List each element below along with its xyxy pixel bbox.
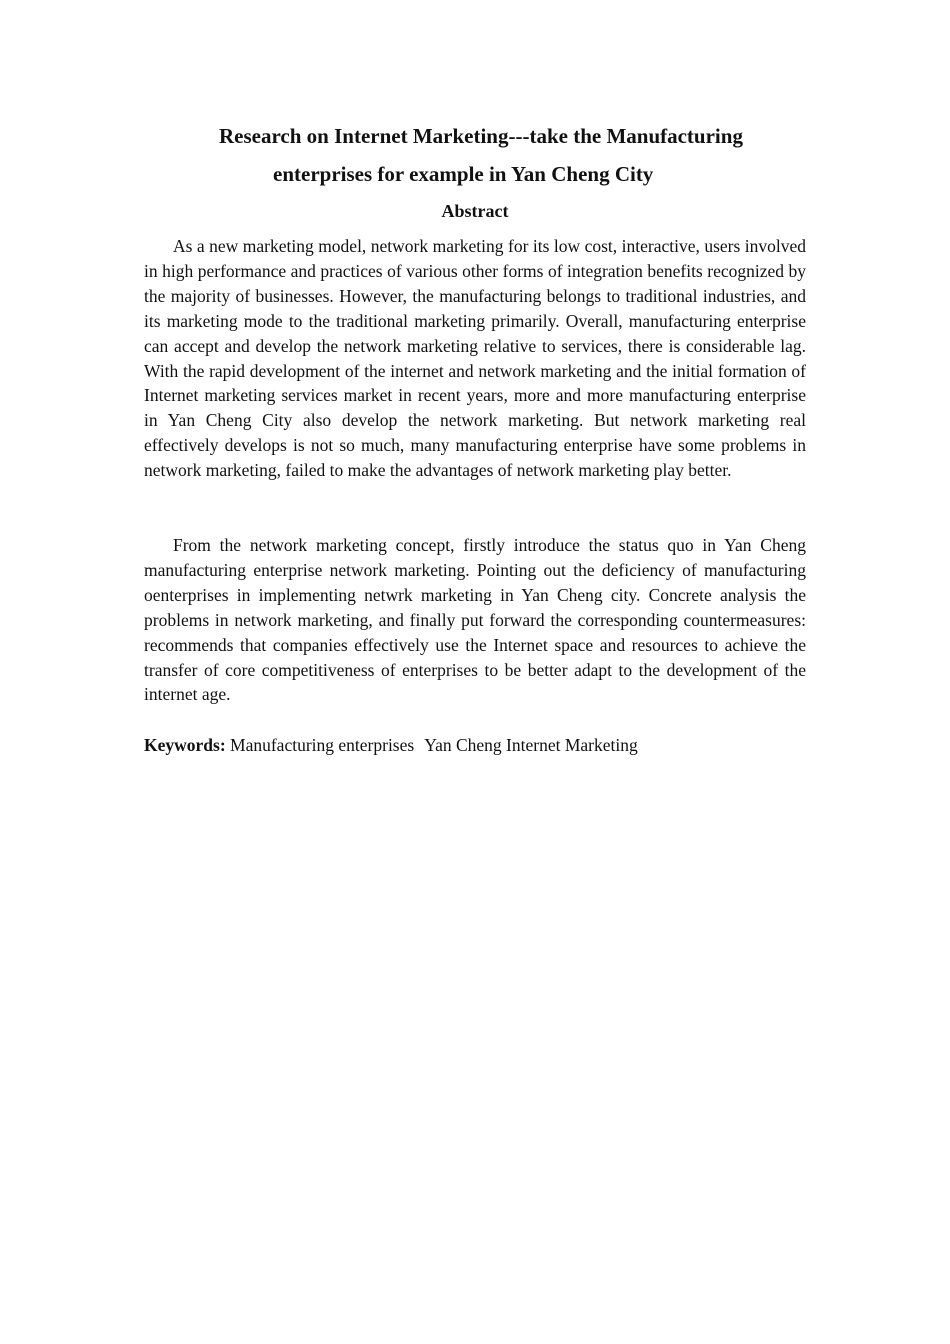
abstract-paragraph-2 <box>144 533 806 707</box>
abstract-paragraph-2-text: From the network marketing concept, firstly introduce the status quo in Yan Cheng manufacturing enterprise network marketing. Pointing out the deficiency of manufacturing oenterprises in implementing netwrk marketing in Yan Cheng city. Concrete analysis the problems in network marketing, and finally put forward the corresponding countermeasures: recommends that companies effectively use the Internet space and resources to achieve the transfer of core competitiveness of enterprises to be better adapt to the development of the internet age. <box>144 535 806 705</box>
keyword-item: Manufacturing enterprises <box>230 735 415 755</box>
keywords-label: Keywords: <box>144 735 226 755</box>
document-title-line-2: enterprises for example in Yan Cheng City <box>273 162 654 186</box>
abstract-heading: Abstract <box>441 201 509 221</box>
document-title-line-1: Research on Internet Marketing---take the Manufacturing <box>219 124 743 148</box>
keywords-line <box>144 733 638 757</box>
abstract-paragraph-1-text: As a new marketing model, network marketing for its low cost, interactive, users involved in high performance and practices of various other forms of integration benefits recognized by the majority of businesses. However, the manufacturing belongs to traditional industries, and its marketing mode to the traditional marketing primarily. Overall, manufacturing enterprise can accept and develop the network marketing relative to services, there is considerable lag. With the rapid development of the internet and network marketing and the initial formation of Internet marketing services market in recent years, more and more manufacturing enterprise in Yan Cheng City also develop the network marketing. But network marketing real effectively develops is not so much, many manufacturing enterprise have some problems in network marketing, failed to make the advantages of network marketing play better. <box>144 236 806 481</box>
keyword-item: Yan Cheng Internet Marketing <box>424 735 638 755</box>
abstract-paragraph-1 <box>144 234 806 483</box>
